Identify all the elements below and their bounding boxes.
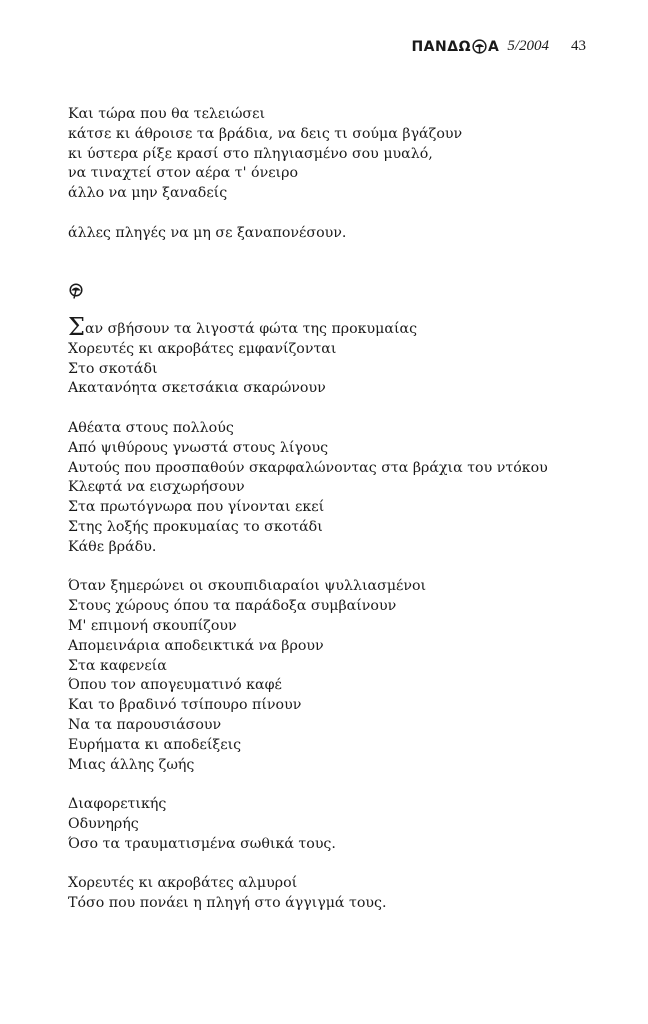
poem-line: Τόσο που πονάει η πληγή στο άγγιγμά τους. [68, 895, 387, 912]
poem-line: Αυτούς που προσπαθούν σκαρφαλώνοντας στα βράχια του ντόκου [68, 459, 548, 476]
poem-line: Όσο τα τραυματισμένα σωθικά τους. [68, 835, 336, 852]
poem-line: Κλεφτά να εισχωρήσουν [68, 479, 245, 496]
stanza-break [68, 775, 608, 795]
stanza-break [68, 855, 608, 875]
poem-line: Στους χώρους όπου τα παράδοξα συμβαίνουν [68, 598, 397, 615]
first-line-text: αν σβήσουν τα λιγοστά φώτα της προκυμαίας [84, 321, 418, 337]
issue-number: 5/2004 [507, 38, 549, 54]
poem-line: Και τώρα που θα τελειώσει [68, 106, 266, 122]
poem-line: Χορευτές κι ακροβάτες εμφανίζονται [68, 340, 337, 357]
poem-two [68, 313, 608, 914]
drop-cap: Σ [68, 313, 85, 341]
poem-line: Από ψιθύρους γνωστά στους λίγους [68, 439, 329, 456]
brand-right: Α [487, 38, 500, 55]
page-number: 43 [571, 38, 586, 54]
poem-line: κάτσε κι άθροισε τα βράδια, να δεις τι σούμα βγάζουν [68, 125, 463, 142]
poem-line: Μ' επιμονή σκουπίζουν [68, 617, 237, 634]
poem-one [68, 105, 608, 244]
poem-line: Όπου τον απογευματινό καφέ [68, 677, 282, 694]
poem-line: Και το βραδινό τσίπουρο πίνουν [68, 697, 302, 714]
journal-brand [411, 39, 499, 55]
poem-line [68, 313, 608, 341]
poem-line: άλλες πληγές να μη σε ξαναπονέσουν. [68, 224, 347, 241]
poem-line: Μιας άλλης ζωής [68, 756, 195, 773]
stanza-break [68, 204, 608, 224]
poem-line: Απομεινάρια αποδεικτικά να βρουν [68, 637, 324, 654]
poem-line: Οδυνηρής [68, 815, 139, 832]
poem-line: Στο σκοτάδι [68, 360, 158, 377]
poem-line: Αθέατα στους πολλούς [68, 419, 234, 436]
poem-line: Στα καφενεία [68, 657, 167, 674]
poem-line: Διαφορετικής [68, 796, 167, 813]
poem-line: Στα πρωτόγνωρα που γίνονται εκεί [68, 499, 325, 516]
poem-line: Ακατανόητα σκετσάκια σκαρώνουν [68, 380, 326, 397]
stanza-break [68, 399, 608, 419]
poem-line: Να τα παρουσιάσουν [68, 716, 222, 733]
poem-line: Κάθε βράδυ. [68, 538, 157, 555]
brand-left: ΠΑΝΔΩ [411, 38, 471, 55]
poem-line: Όταν ξημερώνει οι σκουπιδιαραίοι ψυλλιασμένοι [68, 578, 427, 595]
poem-line: Στης λοξής προκυμαίας το σκοτάδι [68, 518, 323, 535]
poem-line: Ευρήματα κι αποδείξεις [68, 736, 242, 753]
poem-line: κι ύστερα ρίξε κρασί στο πληγιασμένο σου μυαλό, [68, 145, 433, 162]
poem-line: Χορευτές κι ακροβάτες αλμυροί [68, 875, 298, 892]
poem-line: να τιναχτεί στον αέρα τ' όνειρο [68, 165, 298, 182]
brand-logo-icon [472, 39, 487, 54]
stanza-break [68, 558, 608, 578]
page-header [411, 38, 586, 55]
flower-divider-icon [68, 283, 84, 299]
poem-line: άλλο να μην ξαναδείς [68, 185, 228, 202]
